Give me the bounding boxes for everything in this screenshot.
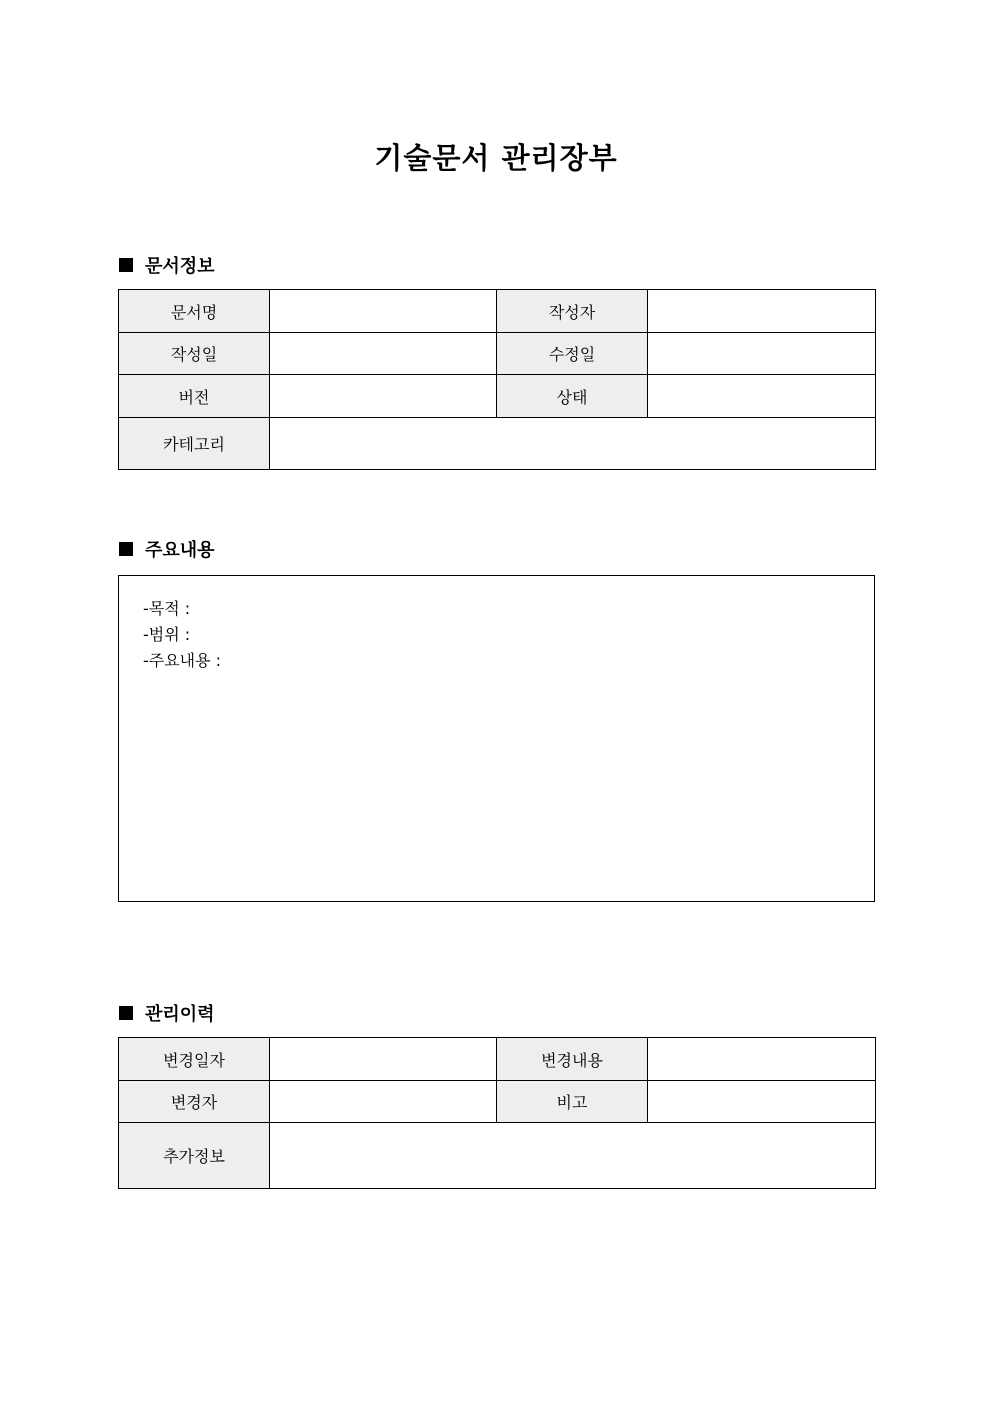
history-table	[118, 1037, 876, 1189]
remarks-field[interactable]	[648, 1081, 876, 1123]
table-row	[119, 333, 876, 375]
created-date-field[interactable]	[270, 333, 497, 375]
table-row	[119, 1038, 876, 1081]
version-field[interactable]	[270, 375, 497, 418]
table-row	[119, 290, 876, 333]
status-label: 상태	[497, 375, 648, 418]
square-bullet-icon	[119, 1006, 133, 1020]
history-heading-text: 관리이력	[145, 1004, 215, 1025]
doc-name-label: 문서명	[119, 290, 270, 333]
changer-field[interactable]	[270, 1081, 497, 1123]
main-content-heading-text: 주요내용	[145, 540, 215, 561]
author-field[interactable]	[648, 290, 876, 333]
category-label: 카테고리	[119, 418, 270, 470]
extra-info-label: 추가정보	[119, 1123, 270, 1189]
purpose-line: -목적 :	[143, 599, 191, 618]
changer-label: 변경자	[119, 1081, 270, 1123]
main-content-box[interactable]	[118, 575, 875, 902]
document-info-table	[118, 289, 876, 470]
status-field[interactable]	[648, 375, 876, 418]
version-label: 버전	[119, 375, 270, 418]
scope-line: -범위 :	[143, 625, 191, 644]
change-content-field[interactable]	[648, 1038, 876, 1081]
main-content-lines	[143, 596, 221, 674]
modified-date-field[interactable]	[648, 333, 876, 375]
square-bullet-icon	[119, 542, 133, 556]
document-info-heading-text: 문서정보	[145, 256, 215, 277]
remarks-label: 비고	[497, 1081, 648, 1123]
document-info-heading	[119, 253, 215, 277]
author-label: 작성자	[497, 290, 648, 333]
square-bullet-icon	[119, 258, 133, 272]
summary-line: -주요내용 :	[143, 651, 222, 670]
main-content-heading	[119, 537, 215, 561]
change-content-label: 변경내용	[497, 1038, 648, 1081]
change-date-label: 변경일자	[119, 1038, 270, 1081]
created-date-label: 작성일	[119, 333, 270, 375]
modified-date-label: 수정일	[497, 333, 648, 375]
table-row	[119, 1123, 876, 1189]
page-title: 기술문서 관리장부	[374, 141, 618, 175]
change-date-field[interactable]	[270, 1038, 497, 1081]
doc-name-field[interactable]	[270, 290, 497, 333]
table-row	[119, 1081, 876, 1123]
history-heading	[119, 1001, 215, 1025]
category-field[interactable]	[270, 418, 876, 470]
extra-info-field[interactable]	[270, 1123, 876, 1189]
table-row	[119, 418, 876, 470]
table-row	[119, 375, 876, 418]
